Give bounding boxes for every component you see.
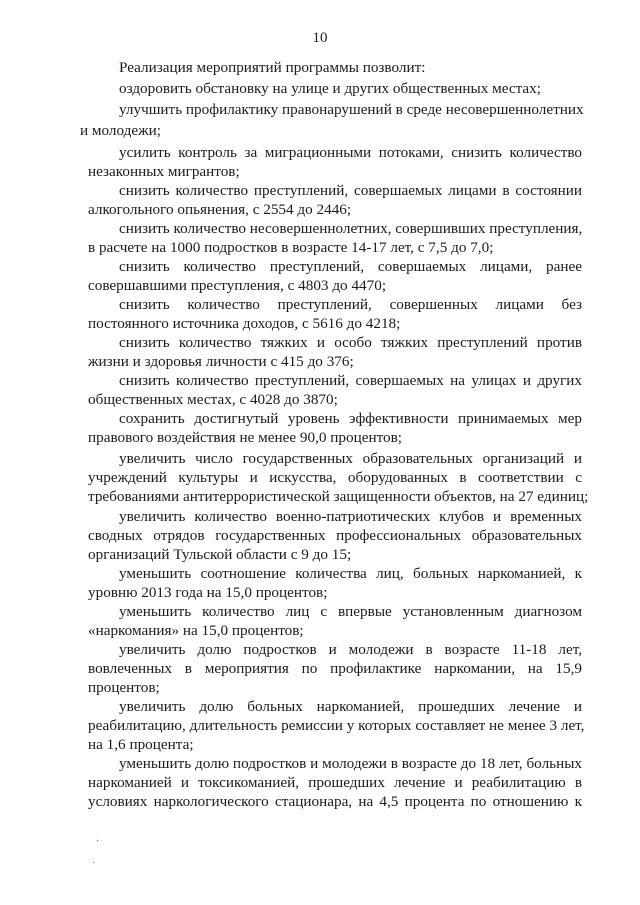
text-line: организаций Тульской области с 9 до 15; — [88, 546, 352, 563]
text-line: оздоровить обстановку на улице и других общественных местах; — [119, 80, 541, 97]
text-line: жизни и здоровья личности с 415 до 376; — [88, 353, 354, 370]
page-number: 10 — [312, 30, 328, 46]
scan-speck: · — [96, 836, 100, 847]
text-line: требованиями антитеррористической защищенности объектов, на 27 единиц; — [88, 488, 589, 505]
text-line: правового воздействия не менее 90,0 процентов; — [88, 429, 402, 446]
text-line: алкогольного опьянения, с 2554 до 2446; — [88, 201, 352, 218]
text-line: сводных отрядов государственных профессиональных образовательных — [88, 527, 582, 544]
text-line: увеличить количество военно-патриотических клубов и временных — [119, 508, 582, 525]
text-line: процентов; — [88, 679, 160, 696]
text-line: вовлеченных в мероприятия по профилактике наркомании, на 15,9 — [88, 660, 582, 677]
text-line: условиях наркологического стационара, на 4,5 процента по отношению к — [88, 793, 582, 810]
text-line: реабилитацию, длительность ремиссии у которых составляет не менее 3 лет, — [88, 717, 585, 734]
text-line: общественных местах, с 4028 до 3870; — [88, 391, 338, 408]
text-line: наркоманией и токсикоманией, прошедших лечение и реабилитацию в — [88, 774, 582, 791]
text-line: учреждений культуры и искусства, оборудованных в соответствии с — [88, 469, 582, 486]
scan-speck: · — [92, 858, 96, 869]
text-line: снизить количество преступлений, совершаемых на улицах и других — [119, 372, 582, 389]
text-line: снизить количество несовершеннолетних, совершивших преступления, — [119, 220, 583, 237]
text-line: совершавшими преступления, с 4803 до 4470; — [88, 277, 387, 294]
text-line: на 1,6 процента; — [88, 736, 194, 753]
text-line: улучшить профилактику правонарушений в среде несовершеннолетних — [119, 101, 584, 118]
text-line: в расчете на 1000 подростков в возрасте 14-17 лет, с 7,5 до 7,0; — [88, 239, 494, 256]
text-line: увеличить число государственных образовательных организаций и — [119, 450, 582, 467]
text-line: снизить количество тяжких и особо тяжких преступлений против — [119, 334, 582, 351]
text-line: снизить количество преступлений, совершенных лицами без — [119, 296, 582, 313]
text-line: увеличить долю подростков и молодежи в возрасте 11-18 лет, — [119, 641, 582, 658]
text-line: снизить количество преступлений, совершаемых лицами, ранее — [119, 258, 582, 275]
text-line: уменьшить количество лиц с впервые установленным диагнозом — [119, 603, 582, 620]
text-line: Реализация мероприятий программы позволит: — [119, 59, 426, 76]
text-line: и молодежи; — [80, 122, 161, 139]
text-line: «наркомания» на 15,0 процентов; — [88, 622, 304, 639]
text-line: усилить контроль за миграционными потоками, снизить количество — [119, 144, 582, 161]
text-line: уменьшить соотношение количества лиц, больных наркоманией, к — [119, 565, 582, 582]
text-line: сохранить достигнутый уровень эффективности принимаемых мер — [119, 410, 582, 427]
text-line: снизить количество преступлений, совершаемых лицами в состоянии — [119, 182, 582, 199]
text-line: постоянного источника доходов, с 5616 до 4218; — [88, 315, 401, 332]
text-line: уровню 2013 года на 15,0 процентов; — [88, 584, 328, 601]
text-line: уменьшить долю подростков и молодежи в возрасте до 18 лет, больных — [119, 755, 582, 772]
text-line: незаконных мигрантов; — [88, 163, 240, 180]
text-line: увеличить долю больных наркоманией, прошедших лечение и — [119, 698, 582, 715]
